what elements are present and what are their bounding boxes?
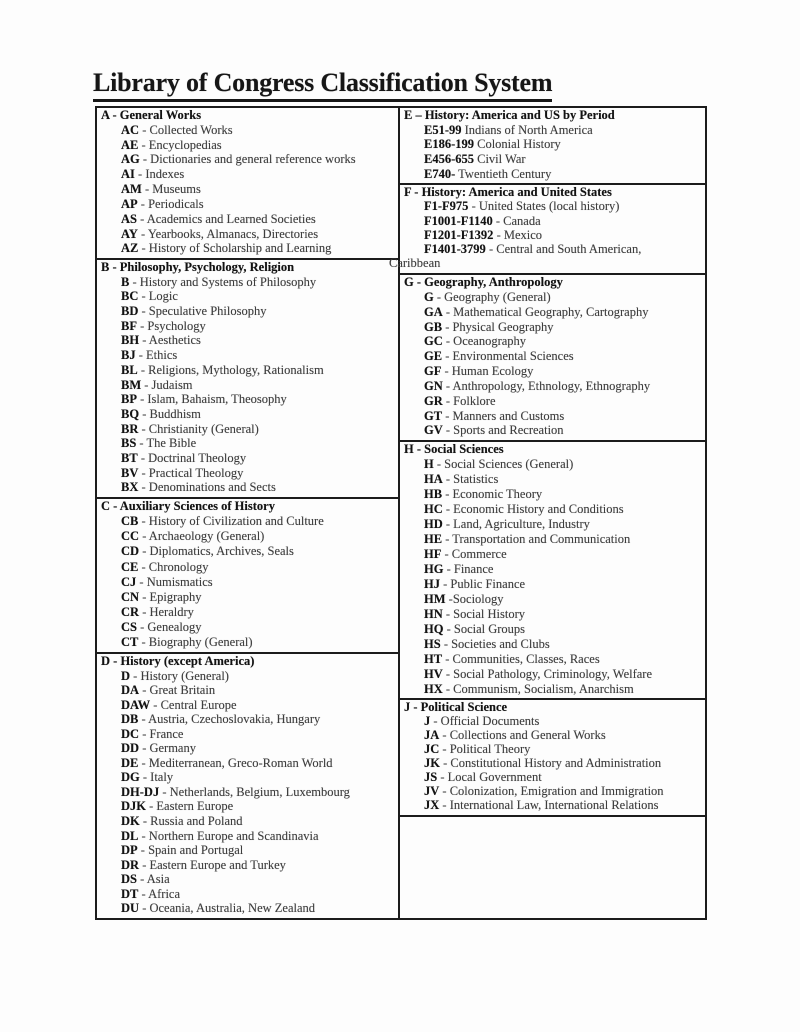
class-label: - History and Systems of Philosophy: [129, 274, 317, 289]
class-label: - Official Documents: [430, 714, 540, 729]
class-code: BS: [121, 436, 137, 451]
class-label: - Aesthetics: [139, 333, 201, 348]
class-code: BP: [121, 392, 137, 407]
class-code: F1001-F1140: [424, 213, 493, 228]
class-label: - History (General): [130, 668, 229, 683]
class-row: [400, 743, 703, 757]
class-code: HF: [424, 546, 442, 561]
class-row: [400, 548, 703, 562]
section-header: E – History: America and US by Period: [404, 108, 615, 122]
section-header: J - Political Science: [404, 700, 508, 714]
class-label: - Societies and Clubs: [440, 636, 550, 651]
class-code: DU: [121, 901, 140, 916]
class-code: HG: [424, 561, 444, 576]
class-label: - Manners and Customs: [442, 408, 565, 423]
class-code: F1-F975: [424, 199, 469, 214]
class-label: - History of Civilization and Culture: [138, 514, 324, 529]
class-code: AY: [121, 226, 138, 241]
class-code: H: [424, 456, 434, 471]
class-row: [97, 379, 396, 393]
class-row: [97, 305, 396, 319]
class-code: AM: [121, 182, 142, 197]
class-code: AC: [121, 122, 140, 137]
class-code: DAW: [121, 697, 151, 712]
class-code: GT: [424, 408, 443, 423]
class-label: - Finance: [443, 561, 494, 576]
class-code: J: [424, 714, 431, 729]
class-code: F1201-F1392: [424, 227, 494, 242]
class-code: CT: [121, 635, 139, 650]
class-label: - Transportation and Communication: [442, 531, 631, 546]
class-code: CR: [121, 605, 140, 620]
class-row: [97, 786, 396, 800]
class-label: - Speculative Philosophy: [138, 304, 267, 319]
class-code: BV: [121, 465, 139, 480]
class-label: - Folklore: [442, 393, 496, 408]
class-code: DK: [121, 814, 140, 829]
empty-cell: [398, 815, 707, 920]
class-code: HC: [424, 501, 443, 516]
class-label: - Netherlands, Belgium, Luxembourg: [159, 784, 350, 799]
class-row: [97, 334, 396, 348]
class-code: HD: [424, 516, 443, 531]
class-row: [400, 410, 703, 424]
class-code: AZ: [121, 241, 139, 256]
class-label: - Statistics: [442, 471, 499, 486]
class-row: [97, 452, 396, 466]
class-row: [400, 729, 703, 743]
class-code: JX: [424, 798, 440, 813]
class-row: [400, 365, 703, 379]
class-row: [97, 139, 396, 153]
section-header: B - Philosophy, Psychology, Religion: [101, 260, 295, 274]
class-code: BL: [121, 362, 138, 377]
class-row: [400, 395, 703, 409]
class-label: - Doctrinal Theology: [137, 450, 247, 465]
class-code: BH: [121, 333, 140, 348]
section-header: A - General Works: [101, 108, 202, 122]
class-row: [400, 638, 703, 652]
class-label: - Heraldry: [139, 605, 194, 620]
class-label: - Canada: [492, 213, 541, 228]
class-label: - Genealogy: [136, 620, 202, 635]
class-row: [400, 243, 703, 257]
class-label: - Central and South American,: [485, 242, 642, 257]
class-code: G: [424, 289, 434, 304]
class-row: [400, 563, 703, 577]
class-row: [97, 606, 396, 620]
class-row: [97, 888, 396, 902]
page-title: Library of Congress Classification System: [93, 68, 552, 102]
class-row: [400, 771, 703, 785]
class-row: [400, 653, 703, 667]
class-label: - Diplomatics, Archives, Seals: [139, 544, 294, 559]
class-row: [97, 124, 396, 138]
class-code: JK: [424, 756, 440, 771]
class-label: - Epigraphy: [139, 589, 202, 604]
class-row: [97, 467, 396, 481]
class-code: HM: [424, 591, 446, 606]
class-label: - Biography (General): [138, 635, 253, 650]
class-label: Twentieth Century: [455, 166, 552, 181]
section-header: H - Social Sciences: [404, 442, 504, 456]
class-row: [97, 859, 396, 873]
section-D: [95, 652, 400, 920]
class-code: BX: [121, 480, 139, 495]
class-code: GC: [424, 334, 443, 349]
class-label: - Environmental Sciences: [442, 349, 574, 364]
class-row: [97, 393, 396, 407]
class-label: - France: [139, 726, 184, 741]
class-row: [97, 228, 396, 242]
class-label: Indians of North America: [461, 122, 593, 137]
class-code: BC: [121, 289, 139, 304]
class-row: [400, 473, 703, 487]
class-label: - Northern Europe and Scandinavia: [138, 828, 319, 843]
class-row: [97, 364, 396, 378]
class-label: - Economic Theory: [442, 486, 543, 501]
section-H: [398, 440, 707, 700]
class-row: [400, 153, 703, 167]
class-code: DD: [121, 741, 140, 756]
class-code: DB: [121, 712, 139, 727]
class-row: [97, 437, 396, 451]
section-B: [95, 258, 400, 499]
class-label: - Denominations and Sects: [138, 480, 276, 495]
class-label: - Germany: [139, 741, 196, 756]
class-row: [97, 153, 396, 167]
class-code: DL: [121, 828, 139, 843]
class-code: AG: [121, 152, 140, 167]
class-label: - Political Theory: [439, 742, 531, 757]
class-label: - Spain and Portugal: [137, 843, 244, 858]
class-row: [400, 668, 703, 682]
class-code: GB: [424, 319, 443, 334]
class-row: [97, 545, 396, 559]
class-code: HV: [424, 666, 443, 681]
class-row: [97, 168, 396, 182]
class-code: AP: [121, 196, 138, 211]
class-code: E51-99: [424, 122, 462, 137]
class-code: BF: [121, 318, 137, 333]
class-row: [97, 873, 396, 887]
class-code: DT: [121, 886, 139, 901]
class-row: [97, 213, 396, 227]
class-code: GN: [424, 378, 443, 393]
class-row: [97, 684, 396, 698]
class-label: - Academics and Learned Societies: [136, 211, 316, 226]
section-header: C - Auxiliary Sciences of History: [101, 499, 275, 513]
class-label: - Communism, Socialism, Anarchism: [442, 681, 634, 696]
class-row: [400, 424, 703, 438]
class-row: [97, 198, 396, 212]
class-label: - Social History: [442, 606, 526, 621]
class-row: [400, 350, 703, 364]
class-label: - Collections and General Works: [439, 728, 606, 743]
class-label: - Social Groups: [443, 621, 526, 636]
class-label: - Archaeology (General): [139, 529, 265, 544]
class-label: - Mathematical Geography, Cartography: [442, 304, 649, 319]
class-label: - Psychology: [136, 318, 206, 333]
class-row: [400, 578, 703, 592]
class-code: HN: [424, 606, 443, 621]
class-row: [400, 608, 703, 622]
class-label: - Public Finance: [439, 576, 526, 591]
section-header: D - History (except America): [101, 654, 255, 668]
class-row: [400, 138, 703, 152]
class-label: - Practical Theology: [138, 465, 244, 480]
class-label: - Geography (General): [433, 289, 551, 304]
class-label: - Russia and Poland: [139, 814, 243, 829]
class-label: - Periodicals: [137, 196, 204, 211]
class-row: [97, 713, 396, 727]
class-row: [97, 561, 396, 575]
class-label: - Indexes: [134, 167, 185, 182]
class-label: - Oceania, Australia, New Zealand: [139, 901, 316, 916]
class-row: [97, 530, 396, 544]
class-code: JS: [424, 770, 438, 785]
class-code: CB: [121, 514, 139, 529]
class-row: [400, 168, 703, 182]
class-row: [97, 728, 396, 742]
class-row: [97, 242, 396, 256]
class-code: DC: [121, 726, 140, 741]
section-C: [95, 497, 400, 654]
class-row: [400, 785, 703, 799]
class-code: HE: [424, 531, 443, 546]
class-label: - Oceanography: [442, 334, 527, 349]
class-code: AI: [121, 167, 135, 182]
class-label: - Anthropology, Ethnology, Ethnography: [442, 378, 651, 393]
class-code: JC: [424, 742, 440, 757]
class-row: [97, 349, 396, 363]
class-code: HJ: [424, 576, 440, 591]
class-row: [97, 636, 396, 650]
class-label: Colonial History: [474, 137, 561, 152]
class-row: [400, 757, 703, 771]
class-label: - Collected Works: [139, 122, 233, 137]
section-E: [398, 106, 707, 185]
class-row: [97, 576, 396, 590]
class-code: BQ: [121, 406, 140, 421]
section-F: [389, 183, 707, 275]
class-label: - Logic: [138, 289, 178, 304]
class-row: [97, 670, 396, 684]
class-row: [97, 844, 396, 858]
class-label: - Human Ecology: [441, 364, 534, 379]
class-code: DH-DJ: [121, 784, 160, 799]
class-label: - Economic History and Conditions: [442, 501, 624, 516]
class-label: - Christianity (General): [138, 421, 259, 436]
class-row: [400, 306, 703, 320]
class-code: BM: [121, 377, 142, 392]
class-row: [97, 815, 396, 829]
class-code: CD: [121, 544, 140, 559]
class-code: CC: [121, 529, 140, 544]
class-row: [97, 742, 396, 756]
class-code: AS: [121, 211, 137, 226]
class-code: GR: [424, 393, 443, 408]
class-row: [400, 380, 703, 394]
class-code: D: [121, 668, 131, 683]
class-code: CJ: [121, 574, 137, 589]
class-code: CE: [121, 559, 139, 574]
class-code: HQ: [424, 621, 444, 636]
class-label: - Land, Agriculture, Industry: [442, 516, 590, 531]
class-row: [97, 800, 396, 814]
class-row: [400, 335, 703, 349]
section-G: [398, 273, 707, 442]
class-code: DS: [121, 872, 137, 887]
class-code: GE: [424, 349, 443, 364]
class-label: - Sports and Recreation: [442, 423, 564, 438]
class-label: - Judaism: [141, 377, 193, 392]
class-code: F1401-3799: [424, 242, 486, 257]
class-code: DE: [121, 755, 139, 770]
class-code: E456-655: [424, 151, 474, 166]
class-row: [97, 276, 396, 290]
class-label: - Religions, Mythology, Rationalism: [137, 362, 324, 377]
class-code: HX: [424, 681, 443, 696]
class-label: - Great Britain: [139, 683, 216, 698]
class-row: [400, 533, 703, 547]
class-row: [97, 320, 396, 334]
class-row: [400, 229, 703, 243]
class-label: - International Law, International Relations: [439, 798, 659, 813]
class-label: Civil War: [474, 151, 526, 166]
class-label: - Museums: [141, 182, 201, 197]
class-code: DJK: [121, 799, 146, 814]
class-code: DP: [121, 843, 138, 858]
class-row: [400, 593, 703, 607]
class-row: [97, 757, 396, 771]
class-code: HT: [424, 651, 443, 666]
class-label: - Encyclopedias: [138, 137, 222, 152]
class-row: [97, 902, 396, 916]
class-row: [400, 518, 703, 532]
class-row: [400, 458, 703, 472]
class-row: [400, 215, 703, 229]
section-J: [398, 698, 707, 817]
class-label: - Eastern Europe and Turkey: [139, 857, 286, 872]
class-code: E186-199: [424, 137, 474, 152]
class-row: [400, 200, 703, 214]
class-row: [97, 621, 396, 635]
class-code: BJ: [121, 348, 136, 363]
class-code: HA: [424, 471, 443, 486]
class-label: - Numismatics: [136, 574, 213, 589]
class-code: GF: [424, 364, 442, 379]
class-code: BT: [121, 450, 138, 465]
class-label: - Colonization, Emigration and Immigration: [439, 784, 664, 799]
class-label: - Chronology: [138, 559, 209, 574]
class-label: - Constitutional History and Administration: [439, 756, 662, 771]
class-label: - Austria, Czechoslovakia, Hungary: [138, 712, 321, 727]
section-header: G - Geography, Anthropology: [404, 275, 563, 289]
column-left: [95, 106, 400, 920]
class-label: - Social Sciences (General): [433, 456, 574, 471]
class-label: - History of Scholarship and Learning: [138, 241, 332, 256]
class-code: AE: [121, 137, 139, 152]
class-code: JV: [424, 784, 440, 799]
class-label: - Commerce: [441, 546, 507, 561]
lcc-table: [95, 106, 707, 920]
class-label: - Italy: [139, 770, 174, 785]
class-code: JA: [424, 728, 440, 743]
class-row: [400, 683, 703, 697]
class-code: E740-: [424, 166, 456, 181]
class-code: GA: [424, 304, 443, 319]
class-row-continuation: Caribbean: [389, 256, 441, 271]
class-row: [400, 503, 703, 517]
class-label: - Mexico: [493, 227, 543, 242]
class-row: [97, 515, 396, 529]
class-row: [400, 488, 703, 502]
class-label: - Buddhism: [139, 406, 201, 421]
class-code: CS: [121, 620, 137, 635]
class-label: - Communities, Classes, Races: [442, 651, 600, 666]
class-row: [97, 290, 396, 304]
class-code: GV: [424, 423, 443, 438]
class-row: [97, 591, 396, 605]
column-right: [389, 106, 707, 920]
class-label: -Sociology: [445, 591, 504, 606]
class-label: - The Bible: [136, 436, 197, 451]
class-code: DG: [121, 770, 140, 785]
class-row: [97, 771, 396, 785]
class-row: [400, 623, 703, 637]
class-row: [400, 321, 703, 335]
class-row: [97, 830, 396, 844]
class-label: - Islam, Bahaism, Theosophy: [136, 392, 287, 407]
class-label: - Asia: [136, 872, 170, 887]
class-code: BR: [121, 421, 139, 436]
class-row: [97, 699, 396, 713]
class-row: [400, 715, 703, 729]
class-label: - Yearbooks, Almanacs, Directories: [137, 226, 319, 241]
class-row: [400, 124, 703, 138]
class-label: - Eastern Europe: [146, 799, 234, 814]
class-label: - Local Government: [437, 770, 542, 785]
class-label: - Mediterranean, Greco-Roman World: [138, 755, 333, 770]
class-label: - United States (local history): [468, 199, 620, 214]
class-label: - Africa: [138, 886, 181, 901]
class-code: CN: [121, 589, 140, 604]
class-code: DR: [121, 857, 140, 872]
section-A: [95, 106, 400, 260]
class-label: - Ethics: [135, 348, 178, 363]
class-row: [400, 799, 703, 813]
class-code: BD: [121, 304, 139, 319]
class-code: HS: [424, 636, 441, 651]
class-row: [400, 291, 703, 305]
class-label: - Physical Geography: [442, 319, 554, 334]
class-code: B: [121, 274, 130, 289]
class-row: [97, 183, 396, 197]
class-label: - Social Pathology, Criminology, Welfare: [442, 666, 653, 681]
class-label: - Central Europe: [150, 697, 237, 712]
section-header: F - History: America and United States: [404, 185, 612, 199]
class-row: [97, 481, 396, 495]
class-row: [97, 408, 396, 422]
class-code: DA: [121, 683, 140, 698]
class-label: - Dictionaries and general reference works: [139, 152, 356, 167]
class-code: HB: [424, 486, 443, 501]
class-row: [97, 423, 396, 437]
